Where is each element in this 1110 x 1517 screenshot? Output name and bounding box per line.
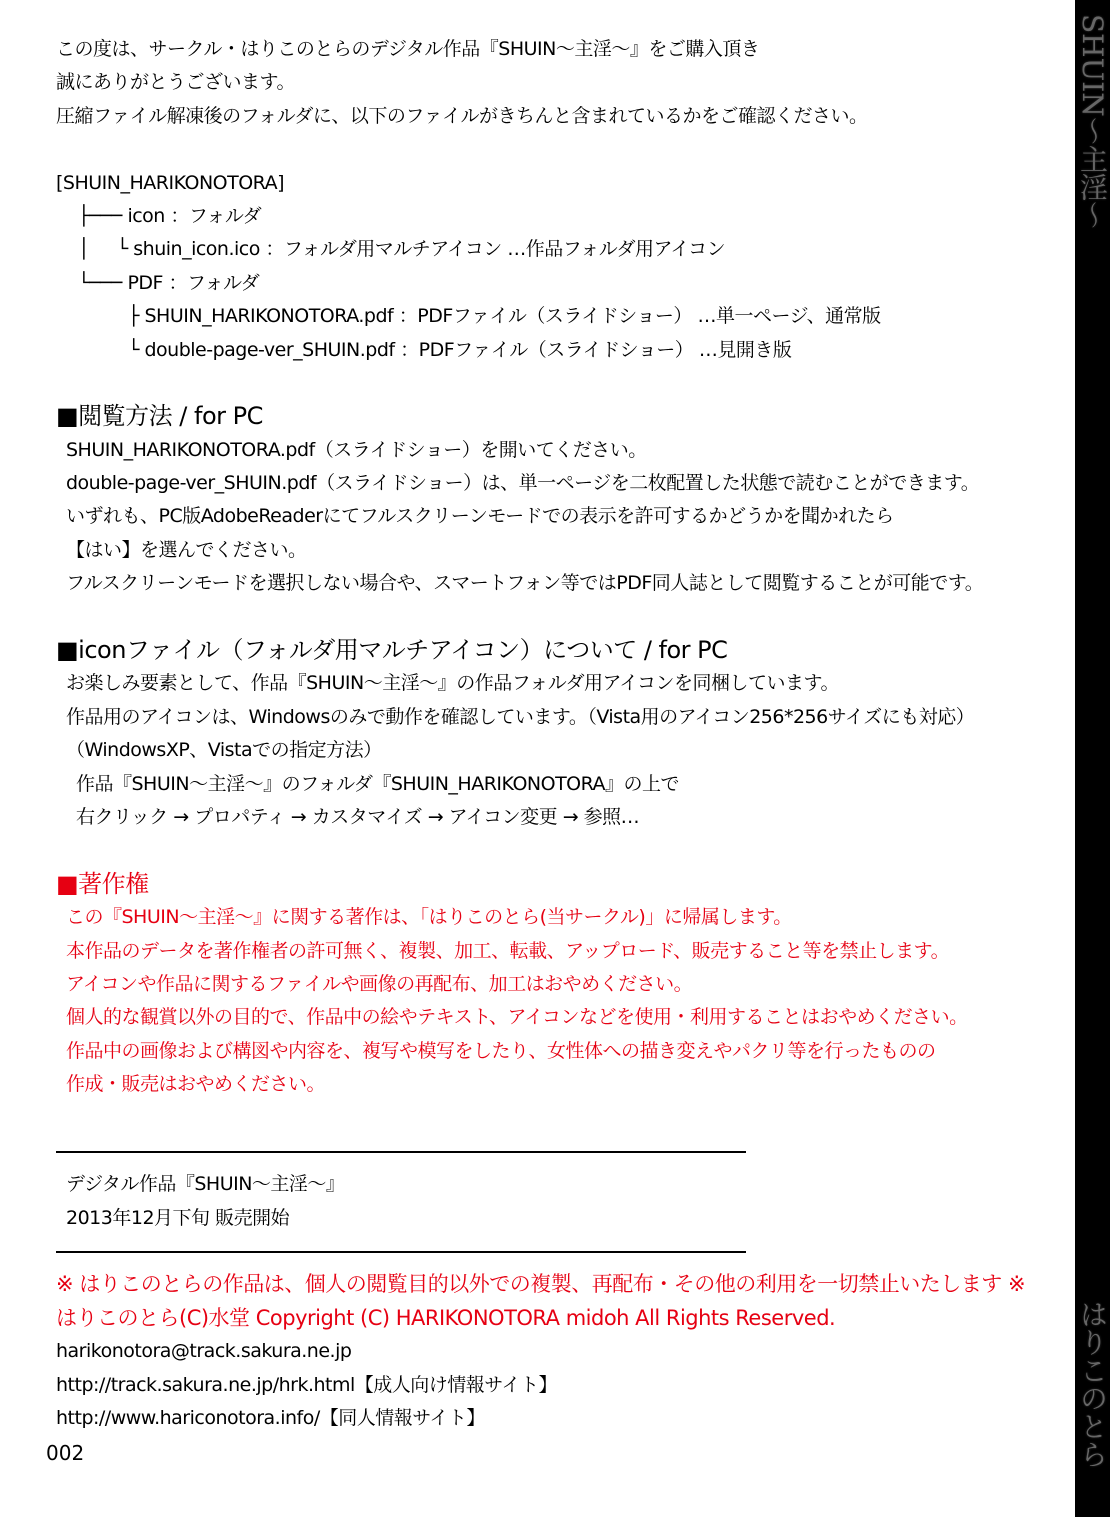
side-strip — [1075, 0, 1110, 1517]
icon-line: 作品用のアイコンは、Windowsのみで動作を確認しています。（Vista用のアイコン256*256サイズにも対応） — [66, 705, 975, 728]
intro-line: 誠にありがとうございます。 — [56, 71, 295, 94]
copyright-line: 個人的な観賞以外の目的で、作品中の絵やテキスト、アイコンなどを使用・利用することはおやめください。 — [66, 1006, 968, 1029]
footer-notice: ※ はりこのとらの作品は、個人の閲覧目的以外での複製、再配布・その他の利用を一切禁止いたします ※ — [56, 1272, 1026, 1297]
icon-heading: ■iconファイル（フォルダ用マルチアイコン）について / for PC — [56, 636, 728, 665]
page-number: 002 — [46, 1441, 85, 1465]
copyright-line: この『SHUIN～主淫～』に関する著作は、「はりこのとら(当サークル)」に帰属します。 — [66, 906, 792, 929]
copyright-line: 本作品のデータを著作権者の許可無く、複製、加工、転載、アップロード、販売すること等を禁止します。 — [66, 939, 950, 962]
viewing-heading: ■閲覧方法 / for PC — [56, 402, 263, 431]
copyright-line: アイコンや作品に関するファイルや画像の再配布、加工はおやめください。 — [66, 972, 693, 995]
icon-instruction: 右クリック → プロパティ → カスタマイズ → アイコン変更 → 参照… — [76, 805, 640, 828]
viewing-line: いずれも、PC版AdobeReaderにてフルスクリーンモードでの表示を許可するかどうかを聞かれたら — [66, 505, 894, 528]
viewing-line: 【はい】を選んでください。 — [66, 538, 307, 561]
tree-item: └─── PDF ：フォルダ — [56, 271, 260, 294]
footer-copyright: はりこのとら(C)水堂 Copyright (C) HARIKONOTORA midoh All Rights Reserved. — [56, 1305, 836, 1330]
side-circle-name: はりこのとら — [1076, 1300, 1109, 1468]
tree-item: └ double-page-ver_SHUIN.pdf ：PDFファイル（スライドショー） …見開き版 — [56, 338, 792, 361]
release-title: デジタル作品『SHUIN～主淫～』 — [66, 1173, 345, 1196]
viewing-line: フルスクリーンモードを選択しない場合や、スマートフォン等ではPDF同人誌として閲覧することが可能です。 — [66, 572, 984, 595]
tree-item: ├ SHUIN_HARIKONOTORA.pdf ：PDFファイル（スライドショー） …単一ページ、通常版 — [56, 305, 881, 328]
divider — [56, 1135, 1056, 1168]
viewing-line: double-page-ver_SHUIN.pdf（スライドショー）は、単一ページを二枚配置した状態で読むことができます。 — [66, 472, 980, 495]
intro-line: この度は、サークル・はりこのとらのデジタル作品『SHUIN～主淫～』をご購入頂き — [56, 38, 760, 60]
release-date: 2013年12月下旬 販売開始 — [66, 1206, 290, 1229]
icon-line: （WindowsXP、Vistaでの指定方法） — [66, 739, 382, 762]
icon-instruction: 作品『SHUIN～主淫～』のフォルダ『SHUIN_HARIKONOTORA』の上で — [76, 772, 680, 795]
viewing-line: SHUIN_HARIKONOTORA.pdf（スライドショー）を開いてください。 — [66, 438, 647, 461]
contact-url: http://www.hariconotora.info/【同人情報サイト】 — [56, 1407, 485, 1430]
copyright-line: 作品中の画像および構図や内容を、複写や模写をしたり、女性体への描き変えやパクリ等を行ったものの — [66, 1039, 936, 1062]
copyright-line: 作成・販売はおやめください。 — [66, 1073, 326, 1096]
document-body — [56, 33, 1056, 1435]
contact-url: http://track.sakura.ne.jp/hrk.html【成人向け情報サイト】 — [56, 1373, 557, 1396]
icon-line: お楽しみ要素として、作品『SHUIN～主淫～』の作品フォルダ用アイコンを同梱しています。 — [66, 672, 839, 695]
tree-root: [SHUIN_HARIKONOTORA] — [56, 171, 285, 194]
intro-line: 圧縮ファイル解凍後のフォルダに、以下のファイルがきちんと含まれているかをご確認ください。 — [56, 104, 868, 127]
tree-item: │ └ shuin_icon.ico ：フォルダ用マルチアイコン …作品フォルダ用アイコン — [56, 238, 726, 261]
divider — [56, 1235, 1056, 1268]
tree-item: ├─── icon ：フォルダ — [56, 204, 262, 227]
side-title: SHUIN～主淫～ — [1076, 14, 1109, 229]
copyright-heading: ■著作権 — [56, 869, 149, 898]
contact-email: harikonotora@track.sakura.ne.jp — [56, 1340, 352, 1363]
